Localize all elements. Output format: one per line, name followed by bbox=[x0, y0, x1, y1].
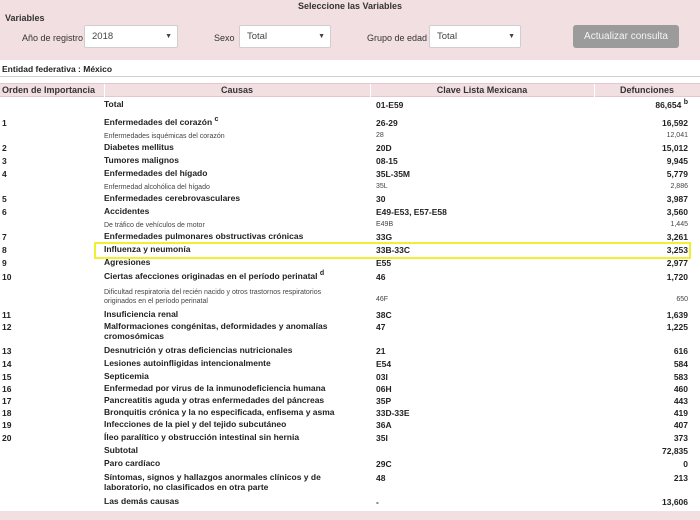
deaths-cell bbox=[667, 207, 688, 217]
deaths-cell bbox=[674, 420, 688, 430]
deaths-cell bbox=[667, 156, 688, 166]
deaths-value: 407 bbox=[673, 420, 688, 430]
cause-cell bbox=[104, 433, 364, 443]
cause-text: Las demás causas bbox=[104, 496, 180, 506]
entity-label: Entidad federativa : México bbox=[2, 64, 113, 74]
clave-cell: 28 bbox=[376, 132, 384, 139]
clave-cell: 35I bbox=[376, 433, 388, 443]
cause-cell bbox=[104, 396, 364, 406]
clave-cell: 33D-33E bbox=[376, 408, 410, 418]
cause-cell bbox=[104, 232, 364, 242]
deaths-cell bbox=[667, 194, 688, 204]
order-cell: 5 bbox=[2, 194, 7, 204]
deaths-value: 650 bbox=[676, 296, 688, 303]
deaths-value: 616 bbox=[673, 346, 688, 356]
cause-text: Subtotal bbox=[104, 445, 138, 455]
cause-text: Total bbox=[104, 99, 124, 109]
deaths-cell bbox=[655, 100, 688, 110]
chevron-down-icon: ▼ bbox=[318, 33, 325, 40]
order-cell: 7 bbox=[2, 232, 7, 242]
deaths-value: 1,445 bbox=[670, 221, 688, 228]
order-cell: 14 bbox=[2, 359, 12, 369]
header-deaths: Defunciones bbox=[619, 85, 674, 95]
deaths-value: 583 bbox=[673, 372, 688, 382]
deaths-cell bbox=[662, 446, 688, 456]
cause-text: Desnutrición y otras deficiencias nutricionales bbox=[104, 345, 293, 355]
deaths-cell bbox=[674, 433, 688, 443]
chevron-down-icon: ▼ bbox=[165, 33, 172, 40]
deaths-cell bbox=[670, 183, 688, 190]
footnote-marker[interactable]: d bbox=[319, 270, 325, 278]
footnote-marker[interactable]: b bbox=[683, 99, 688, 107]
clave-cell: 08-15 bbox=[376, 156, 398, 166]
clave-cell: 36A bbox=[376, 420, 392, 430]
deaths-cell bbox=[667, 272, 688, 282]
deaths-cell bbox=[674, 384, 688, 394]
highlight-box bbox=[94, 242, 691, 259]
deaths-value: 3,261 bbox=[666, 232, 688, 242]
order-cell: 17 bbox=[2, 396, 12, 406]
deaths-cell bbox=[674, 346, 688, 356]
order-cell: 2 bbox=[2, 143, 7, 153]
cause-cell bbox=[104, 346, 364, 356]
cause-text: De tráfico de vehículos de motor bbox=[104, 222, 205, 229]
cause-cell bbox=[104, 497, 364, 507]
chevron-down-icon: ▼ bbox=[508, 33, 515, 40]
cause-cell bbox=[104, 169, 364, 179]
clave-cell: 38C bbox=[376, 310, 392, 320]
cause-cell bbox=[104, 183, 364, 192]
deaths-value: 1,225 bbox=[666, 322, 688, 332]
cause-cell bbox=[104, 207, 364, 217]
cause-text: Insuficiencia renal bbox=[104, 309, 179, 319]
sex-select-value: Total bbox=[247, 31, 268, 42]
cause-cell bbox=[104, 322, 364, 341]
year-select-value: 2018 bbox=[92, 31, 114, 42]
order-cell: 16 bbox=[2, 384, 12, 394]
deaths-cell bbox=[662, 118, 688, 128]
cause-text: Enfermedades cerebrovasculares bbox=[104, 193, 241, 203]
cause-cell bbox=[104, 132, 364, 141]
deaths-value: 1,720 bbox=[666, 272, 688, 282]
clave-cell: 20D bbox=[376, 143, 392, 153]
deaths-cell bbox=[667, 322, 688, 332]
clave-cell: - bbox=[376, 497, 379, 507]
year-select[interactable] bbox=[84, 25, 178, 48]
order-cell: 15 bbox=[2, 372, 12, 382]
cause-cell bbox=[104, 446, 364, 456]
deaths-value: 5,779 bbox=[666, 169, 688, 179]
age-group-select-value: Total bbox=[437, 31, 458, 42]
order-cell: 4 bbox=[2, 169, 7, 179]
clave-cell: 01-E59 bbox=[376, 100, 404, 110]
cause-text: Enfermedad alcohólica del hígado bbox=[104, 184, 210, 191]
cause-text: Tumores malignos bbox=[104, 155, 179, 165]
variables-panel bbox=[0, 12, 700, 60]
deaths-value: 373 bbox=[673, 433, 688, 443]
cause-cell bbox=[104, 288, 349, 306]
header-order: Orden de Importancia bbox=[2, 85, 96, 95]
deaths-value: 584 bbox=[673, 359, 688, 369]
divider bbox=[0, 76, 700, 77]
clave-cell: 35L bbox=[376, 183, 388, 190]
cause-text: Enfermedad por virus de la inmunodeficiencia humana bbox=[104, 383, 326, 393]
deaths-value: 443 bbox=[673, 396, 688, 406]
table-header bbox=[0, 83, 700, 97]
order-cell: 20 bbox=[2, 433, 12, 443]
deaths-value: 1,639 bbox=[666, 310, 688, 320]
clave-cell: 33G bbox=[376, 232, 393, 242]
deaths-cell bbox=[683, 459, 688, 469]
deaths-value: 3,560 bbox=[666, 207, 688, 217]
cause-text: Enfermedades del hígado bbox=[104, 168, 208, 178]
deaths-cell bbox=[676, 296, 688, 303]
cause-text: Enfermedades pulmonares obstructivas crónicas bbox=[104, 231, 304, 241]
order-cell: 1 bbox=[2, 118, 7, 128]
clave-cell: 47 bbox=[376, 322, 386, 332]
cause-cell bbox=[104, 372, 364, 382]
order-cell: 13 bbox=[2, 346, 12, 356]
clave-cell: E49B bbox=[376, 221, 394, 228]
age-group-label: Grupo de edad bbox=[367, 33, 428, 43]
cause-cell bbox=[104, 258, 364, 268]
deaths-value: 72,835 bbox=[662, 446, 688, 456]
order-cell: 18 bbox=[2, 408, 12, 418]
deaths-value: 0 bbox=[683, 459, 688, 469]
deaths-cell bbox=[667, 310, 688, 320]
clave-cell: E54 bbox=[376, 359, 392, 369]
cause-cell bbox=[104, 420, 364, 430]
clave-cell: 21 bbox=[376, 346, 386, 356]
clave-cell: 35P bbox=[376, 396, 392, 406]
order-cell: 11 bbox=[2, 310, 11, 320]
clave-cell: 46 bbox=[376, 272, 386, 282]
cause-text: Pancreatitis aguda y otras enfermedades del páncreas bbox=[104, 395, 325, 405]
cause-text: Influenza y neumonía bbox=[104, 244, 191, 254]
cause-cell bbox=[104, 473, 364, 492]
cause-text: Síntomas, signos y hallazgos anormales clínicos y de laboratorio, no clasificados en otra parte bbox=[104, 472, 321, 492]
sex-select[interactable] bbox=[239, 25, 331, 48]
cause-cell bbox=[104, 156, 364, 166]
bottom-bar bbox=[0, 511, 700, 520]
year-label: Año de registro bbox=[22, 33, 84, 43]
deaths-value: 15,012 bbox=[662, 143, 688, 153]
deaths-cell bbox=[667, 169, 688, 179]
cause-cell bbox=[104, 118, 364, 128]
deaths-value: 86,654 bbox=[655, 100, 682, 110]
order-cell: 8 bbox=[2, 245, 7, 255]
clave-cell: 30 bbox=[376, 194, 386, 204]
deaths-value: 460 bbox=[673, 384, 688, 394]
variables-label: Variables bbox=[5, 13, 45, 23]
order-cell: 10 bbox=[2, 272, 12, 282]
cause-text: Diabetes mellitus bbox=[104, 142, 174, 152]
cause-cell bbox=[104, 459, 364, 469]
clave-cell: 33B-33C bbox=[376, 245, 411, 255]
cause-cell bbox=[104, 384, 364, 394]
cause-text: Bronquitis crónica y la no especificada, enfisema y asma bbox=[104, 407, 335, 417]
panel-title: Seleccione las Variables bbox=[0, 0, 700, 12]
cause-cell bbox=[104, 194, 364, 204]
deaths-cell bbox=[674, 473, 688, 483]
cause-text: Ciertas afecciones originadas en el período perinatal bbox=[104, 271, 318, 281]
deaths-cell bbox=[662, 143, 688, 153]
clave-cell: E55 bbox=[376, 258, 392, 268]
cause-cell bbox=[104, 143, 364, 153]
order-cell: 9 bbox=[2, 258, 7, 268]
deaths-value: 13,606 bbox=[662, 497, 688, 507]
footnote-marker[interactable]: c bbox=[214, 116, 219, 124]
deaths-cell bbox=[667, 258, 688, 268]
order-cell: 3 bbox=[2, 156, 7, 166]
cause-text: Paro cardíaco bbox=[104, 458, 161, 468]
deaths-value: 213 bbox=[673, 473, 688, 483]
deaths-value: 9,945 bbox=[666, 156, 688, 166]
deaths-cell bbox=[674, 359, 688, 369]
clave-cell: 35L-35M bbox=[376, 169, 411, 179]
order-cell: 6 bbox=[2, 207, 7, 217]
cause-cell bbox=[104, 221, 364, 230]
deaths-cell bbox=[667, 232, 688, 242]
order-cell: 19 bbox=[2, 420, 12, 430]
header-causes: Causas bbox=[220, 85, 254, 95]
cause-cell bbox=[104, 359, 364, 369]
cause-text: Accidentes bbox=[104, 206, 150, 216]
deaths-cell bbox=[674, 396, 688, 406]
clave-cell: E49-E53, E57-E58 bbox=[376, 207, 447, 217]
deaths-cell bbox=[674, 372, 688, 382]
clave-cell: 06H bbox=[376, 384, 392, 394]
clave-cell: 46F bbox=[376, 296, 389, 303]
cause-text: Enfermedades del corazón bbox=[104, 117, 213, 127]
deaths-cell bbox=[667, 132, 688, 139]
cause-text: Íleo paralítico y obstrucción intestinal sin hernia bbox=[104, 432, 300, 442]
deaths-cell bbox=[670, 221, 688, 228]
deaths-cell bbox=[662, 497, 688, 507]
clave-cell: 48 bbox=[376, 473, 386, 483]
age-group-select[interactable] bbox=[429, 25, 521, 48]
sex-label: Sexo bbox=[214, 33, 235, 43]
update-query-button[interactable]: Actualizar consulta bbox=[573, 25, 679, 48]
cause-cell bbox=[104, 408, 364, 418]
deaths-value: 2,977 bbox=[666, 258, 688, 268]
deaths-value: 2,886 bbox=[670, 183, 688, 190]
cause-text: Agresiones bbox=[104, 257, 151, 267]
deaths-value: 16,592 bbox=[662, 118, 688, 128]
deaths-value: 12,041 bbox=[666, 132, 688, 139]
cause-text: Lesiones autoinfligidas intencionalmente bbox=[104, 358, 271, 368]
deaths-value: 419 bbox=[673, 408, 688, 418]
clave-cell: 29C bbox=[376, 459, 392, 469]
cause-text: Dificultad respiratoria del recién nacido y otros trastornos respiratorios originados en el período perinatal bbox=[104, 289, 322, 305]
cause-text: Infecciones de la piel y del tejido subcutáneo bbox=[104, 419, 287, 429]
header-clave: Clave Lista Mexicana bbox=[436, 85, 528, 95]
cause-text: Malformaciones congénitas, deformidades y anomalías cromosómicas bbox=[104, 321, 328, 341]
clave-cell: 26-29 bbox=[376, 118, 398, 128]
cause-cell bbox=[104, 272, 364, 282]
clave-cell: 03I bbox=[376, 372, 388, 382]
deaths-value: 3,253 bbox=[666, 245, 688, 255]
deaths-cell bbox=[674, 408, 688, 418]
order-cell: 12 bbox=[2, 322, 12, 332]
cause-text: Enfermedades isquémicas del corazón bbox=[104, 133, 225, 140]
cause-cell bbox=[104, 310, 364, 320]
deaths-value: 3,987 bbox=[666, 194, 688, 204]
cause-cell bbox=[104, 100, 364, 110]
cause-text: Septicemia bbox=[104, 371, 149, 381]
